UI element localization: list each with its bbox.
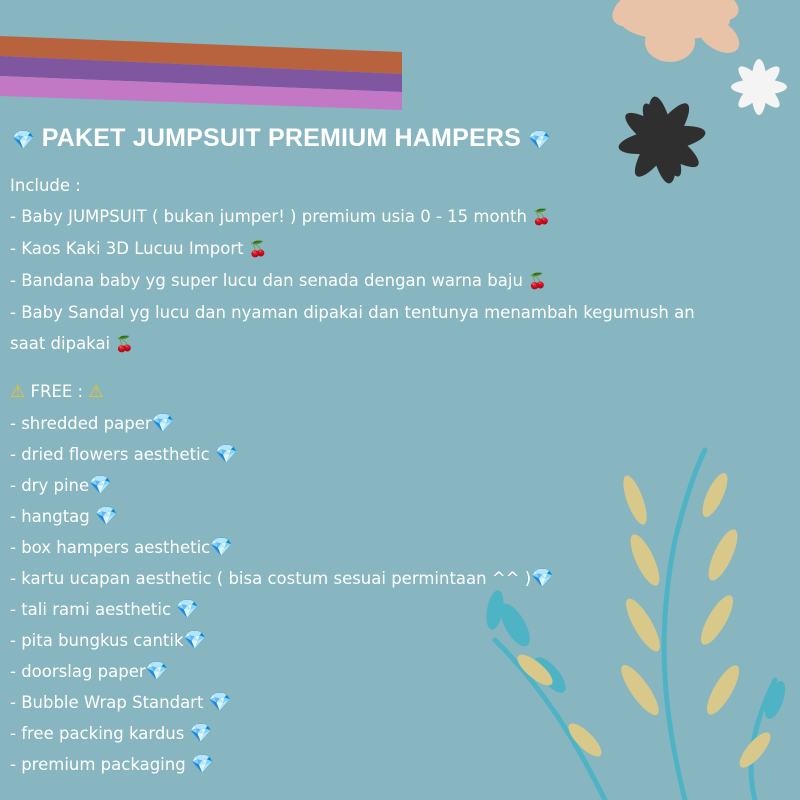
gem-icon: 💎 [210,537,233,558]
warning-icon: ⚠ [88,382,104,402]
free-item: - Bubble Wrap Standart 💎 [10,687,554,718]
gem-icon: 💎 [145,661,169,682]
cherry-icon: 🍒 [248,240,268,258]
gem-icon: 💎 [208,692,232,713]
gem-icon: 💎 [151,413,175,434]
include-section [10,170,695,360]
free-label-row [10,376,554,408]
include-item: saat dipakai 🍒 [10,334,135,353]
gem-icon: 💎 [189,723,213,744]
gem-icon: 💎 [176,599,199,620]
include-item: - Kaos Kaki 3D Lucuu Import 🍒 [10,239,268,258]
gem-icon: 💎 [531,568,554,589]
free-label: FREE : [30,382,84,401]
cherry-icon: 🍒 [528,272,547,290]
free-item: - box hampers aesthetic💎 [10,532,554,563]
free-item: - tali rami aesthetic 💎 [10,594,554,625]
gem-icon: 💎 [528,130,551,150]
include-item: - Bandana baby yg super lucu dan senada dengan warna baju 🍒 [10,271,547,290]
gem-icon: 💎 [183,630,206,651]
page-title: PAKET JUMPSUIT PREMIUM HAMPERS [41,124,521,152]
include-label: Include : [10,176,81,195]
white-flower-decoration [722,50,797,125]
free-item: - free packing kardus 💎 [10,718,554,749]
free-section [10,376,554,780]
warning-icon: ⚠ [10,382,26,402]
free-item: - dried flowers aesthetic 💎 [10,439,554,470]
gem-icon: 💎 [190,754,214,775]
include-item: - Baby JUMPSUIT ( bukan jumper! ) premium usia 0 - 15 month 🍒 [10,207,551,226]
page-title-row [12,124,652,153]
free-item: - kartu ucapan aesthetic ( bisa costum sesuai permintaan ^^ )💎 [10,563,554,594]
stripes-decoration [0,30,410,115]
gem-icon: 💎 [89,475,112,496]
free-item: - shredded paper💎 [10,408,554,439]
free-item: - pita bungkus cantik💎 [10,625,554,656]
free-item: - dry pine💎 [10,470,554,501]
free-item: - hangtag 💎 [10,501,554,532]
free-item: - doorslag paper💎 [10,656,554,687]
cherry-icon: 🍒 [532,208,551,226]
gem-icon: 💎 [12,130,35,150]
include-item: - Baby Sandal yg lucu dan nyaman dipakai dan tentunya menambah kegumush an [10,303,695,322]
gem-icon: 💎 [214,444,238,465]
cherry-icon: 🍒 [115,335,135,353]
free-item: - premium packaging 💎 [10,749,554,780]
gem-icon: 💎 [95,506,118,527]
